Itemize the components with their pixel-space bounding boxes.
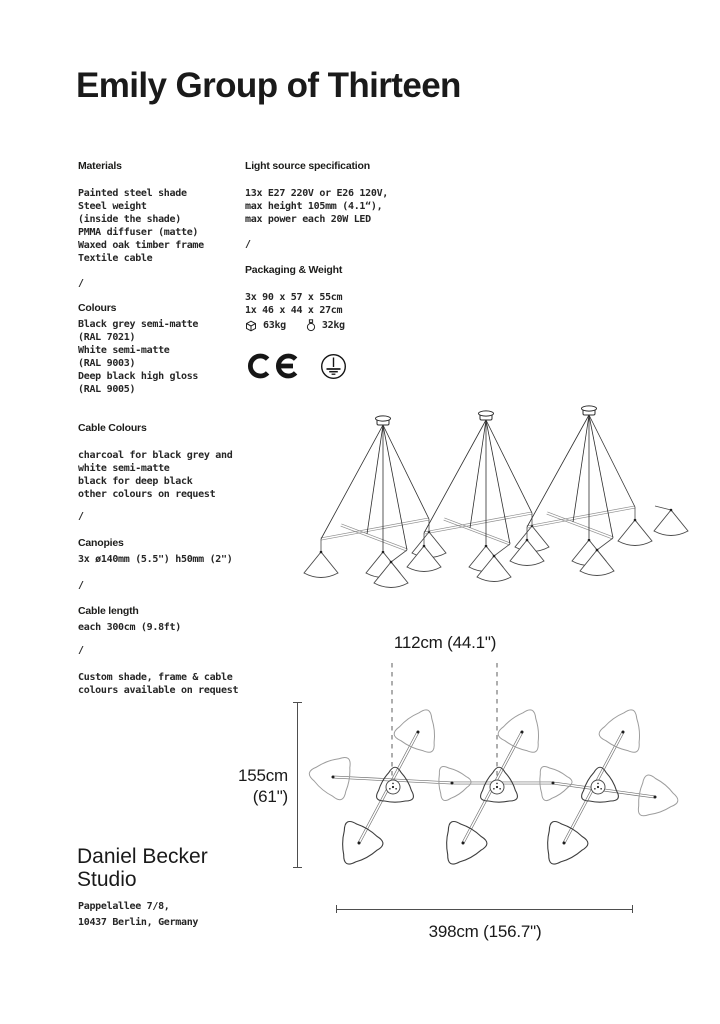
cable-colours-heading: Cable Colours xyxy=(78,422,147,434)
box-weight-value: 63kg xyxy=(263,320,286,331)
colours-line: (RAL 7021) xyxy=(78,332,136,343)
total-width-dimension: 398cm (156.7") xyxy=(428,922,542,941)
section-divider: / xyxy=(245,239,251,250)
dimension-tick xyxy=(336,905,337,913)
colours-line: Black grey semi-matte xyxy=(78,319,199,330)
section-divider: / xyxy=(78,511,84,522)
colours-line: (RAL 9003) xyxy=(78,358,136,369)
custom-note-line: colours available on request xyxy=(78,685,239,696)
materials-line: Textile cable xyxy=(78,253,153,264)
materials-line: Steel weight xyxy=(78,201,147,212)
protective-earth-icon xyxy=(320,353,347,380)
dimension-tick xyxy=(632,905,633,913)
height-dimension-line xyxy=(297,703,298,868)
light-source-line: 13x E27 220V or E26 120V, xyxy=(245,188,389,199)
materials-line: (inside the shade) xyxy=(78,214,181,225)
section-divider: / xyxy=(78,580,84,591)
light-source-heading: Light source specification xyxy=(245,160,370,172)
spec-column-right xyxy=(245,160,460,380)
cable-colours-line: white semi-matte xyxy=(78,463,170,474)
spec-column-left xyxy=(78,160,260,697)
materials-heading: Materials xyxy=(78,160,122,172)
page-title: Emily Group of Thirteen xyxy=(76,66,461,105)
dimension-tick xyxy=(293,867,302,868)
materials-line: Waxed oak timber frame xyxy=(78,240,204,251)
packaging-line: 3x 90 x 57 x 55cm xyxy=(245,292,343,303)
canopy-spacing-dimension: 112cm (44.1") xyxy=(393,633,497,652)
studio-name: Daniel Becker Studio xyxy=(77,845,208,891)
studio-address: Pappelallee 7/8, 10437 Berlin, Germany xyxy=(78,901,199,928)
colours-line: Deep black high gloss xyxy=(78,371,199,382)
materials-line: PMMA diffuser (matte) xyxy=(78,227,199,238)
certification-marks xyxy=(245,352,460,380)
section-divider: / xyxy=(78,645,84,656)
dimension-tick xyxy=(293,702,302,703)
light-source-line: max power each 20W LED xyxy=(245,214,371,225)
cable-length-heading: Cable length xyxy=(78,605,139,617)
packaging-heading: Packaging & Weight xyxy=(245,264,343,276)
ce-mark-icon xyxy=(245,352,307,380)
custom-note-line: Custom shade, frame & cable xyxy=(78,672,233,683)
isometric-view-drawing xyxy=(303,402,708,600)
colours-line: (RAL 9005) xyxy=(78,384,136,395)
cable-colours-line: other colours on request xyxy=(78,489,216,500)
cable-colours-line: charcoal for black grey and xyxy=(78,450,233,461)
colours-line: White semi-matte xyxy=(78,345,170,356)
cable-colours-line: black for deep black xyxy=(78,476,193,487)
product-weight-value: 32kg xyxy=(321,320,345,331)
materials-line: Painted steel shade xyxy=(78,188,187,199)
section-divider: / xyxy=(78,278,84,289)
pendant-bulb-icon xyxy=(306,319,316,332)
package-box-icon xyxy=(245,320,257,332)
canopies-heading: Canopies xyxy=(78,537,124,549)
height-dimension: 155cm (61") xyxy=(237,766,288,806)
canopies-spec: 3x ø140mm (5.5") h50mm (2") xyxy=(78,554,233,565)
total-width-dimension-line xyxy=(337,909,633,910)
colours-heading: Colours xyxy=(78,302,117,314)
plan-view-drawing xyxy=(305,655,703,887)
cable-length-spec: each 300cm (9.8ft) xyxy=(78,622,181,633)
light-source-line: max height 105mm (4.1“), xyxy=(245,201,383,212)
packaging-line: 1x 46 x 44 x 27cm xyxy=(245,305,343,316)
